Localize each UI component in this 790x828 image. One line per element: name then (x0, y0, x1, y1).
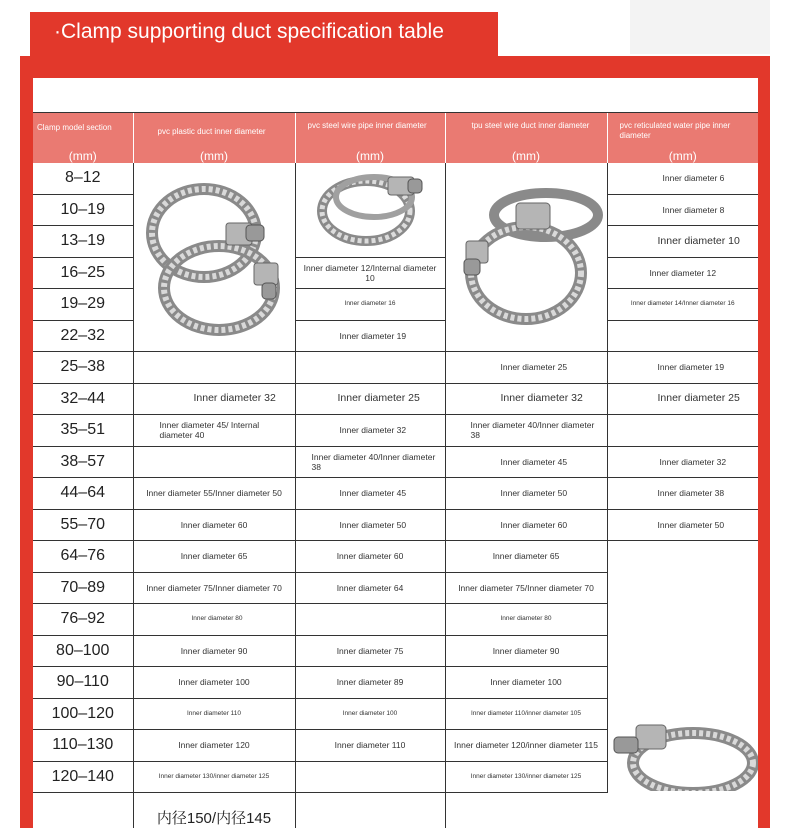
cell-col1 (133, 761, 295, 793)
range-cell: 80–100 (33, 635, 133, 667)
cell-col2 (295, 509, 445, 541)
cell-text: Inner diameter 32 (659, 456, 727, 467)
cell-text: Inner diameter 60 (500, 519, 568, 530)
table-row (33, 509, 758, 541)
cell-col3 (445, 352, 607, 384)
hose-clamp-image (446, 163, 608, 343)
cell-text: Inner diameter 12/Internal diameter 10 (303, 262, 437, 283)
range-cell: 32–44 (33, 383, 133, 415)
cell-text: Inner diameter 130/inner diameter 125 (470, 772, 582, 780)
cell-text: Inner diameter 50 (657, 519, 725, 530)
table-row (33, 415, 758, 447)
cell-col3 (445, 541, 607, 573)
cell-text: Inner diameter 40/Inner diameter 38 (470, 420, 595, 441)
range-cell: 76–92 (33, 604, 133, 636)
header-cell-pvc-plastic (133, 113, 295, 164)
cell-text: Inner diameter 90 (180, 645, 248, 656)
cell-col2 (295, 478, 445, 510)
cell-col2 (295, 793, 445, 828)
header-unit: (mm) (512, 149, 540, 163)
cell-text: Inner diameter 45 (500, 456, 568, 467)
range-cell: 70–89 (33, 572, 133, 604)
clamp-image-cell (133, 163, 295, 352)
cell-col3 (445, 793, 607, 828)
table-row (33, 352, 758, 384)
cell-col3 (445, 604, 607, 636)
header-cell-pvc-reticulated (607, 113, 758, 164)
cell-col4 (607, 163, 758, 194)
cell-col1 (133, 667, 295, 699)
table-row (33, 793, 758, 828)
cell-col1 (133, 509, 295, 541)
clamp-image-cell (607, 541, 758, 793)
cell-col2 (295, 352, 445, 384)
cell-text: Inner diameter 80 (191, 615, 243, 623)
cell-col4 (607, 383, 758, 415)
header-label: Clamp model section (37, 123, 112, 132)
cell-text: Inner diameter 40/Inner diameter 38 (311, 451, 436, 472)
range-cell: 120–140 (33, 761, 133, 793)
cell-col4 (607, 289, 758, 321)
cell-col2 (295, 761, 445, 793)
table-row (33, 163, 758, 194)
range-cell: 19–29 (33, 289, 133, 321)
range-cell: 110–130 (33, 730, 133, 762)
cell-text: Inner diameter 25 (500, 362, 568, 373)
cell-col2 (295, 446, 445, 478)
range-cell: 35–51 (33, 415, 133, 447)
cell-col2 (295, 320, 445, 352)
cell-col2 (295, 257, 445, 289)
cell-col1 (133, 541, 295, 573)
hose-clamp-image (296, 163, 446, 253)
spec-table-wrap (33, 112, 758, 828)
cell-text: Inner diameter 8 (662, 204, 725, 215)
cell-text: Inner diameter 100 (342, 709, 398, 717)
cell-text: Inner diameter 38 (657, 488, 725, 499)
cell-text: Inner diameter 60 (180, 519, 248, 530)
cell-col3 (445, 730, 607, 762)
table-row (33, 446, 758, 478)
cell-text: Inner diameter 19 (339, 330, 407, 341)
page-title: ·Clamp supporting duct specification table (54, 20, 444, 43)
table-row (33, 383, 758, 415)
cell-text: Inner diameter 75/Inner diameter 70 (146, 582, 282, 593)
cell-col2 (295, 572, 445, 604)
range-cell: 55–70 (33, 509, 133, 541)
cell-col4 (607, 194, 758, 226)
header-unit: (mm) (356, 149, 384, 163)
cell-text: Inner diameter 120/inner diameter 115 (454, 740, 598, 751)
range-cell: 38–57 (33, 446, 133, 478)
spec-table (33, 112, 758, 828)
cell-text: Inner diameter 32 (339, 425, 407, 436)
cell-col1 (133, 415, 295, 447)
header-unit: (mm) (200, 149, 228, 163)
cell-text: Inner diameter 14/Inner diameter 16 (630, 300, 735, 308)
cell-col4 (607, 226, 758, 258)
cell-col1 (133, 572, 295, 604)
cell-text: Inner diameter 50 (339, 519, 407, 530)
header-unit: (mm) (668, 149, 697, 163)
header-label: pvc steel wire pipe inner diameter (307, 121, 427, 130)
cell-text: Inner diameter 89 (336, 677, 404, 688)
cell-col4 (607, 320, 758, 352)
range-cell: 8–12 (33, 163, 133, 194)
cell-col3 (445, 446, 607, 478)
cell-text: Inner diameter 45 (339, 488, 407, 499)
cell-col2 (295, 698, 445, 730)
cell-text: Inner diameter 75/Inner diameter 70 (458, 582, 594, 593)
header-cell-pvc-steel (295, 113, 445, 164)
cell-col2 (295, 383, 445, 415)
cell-col3 (445, 761, 607, 793)
top-right-box (630, 0, 770, 54)
cell-text: Inner diameter 110 (334, 740, 406, 751)
table-row (33, 541, 758, 573)
header-label: pvc reticulated water pipe inner diameter (619, 121, 731, 140)
cell-col4 (607, 446, 758, 478)
cell-text: Inner diameter 6 (662, 173, 725, 184)
title-banner (30, 12, 498, 56)
hose-clamp-image (608, 541, 759, 791)
cell-text: Inner diameter 75 (336, 645, 404, 656)
cell-col2 (295, 541, 445, 573)
cell-col4 (607, 257, 758, 289)
range-cell: 64–76 (33, 541, 133, 573)
cell-col4 (607, 415, 758, 447)
cell-text: Inner diameter 32 (500, 392, 583, 404)
cell-col2 (295, 667, 445, 699)
cell-col3 (445, 572, 607, 604)
cell-text: Inner diameter 110/inner diameter 105 (470, 709, 582, 717)
cell-col3 (445, 635, 607, 667)
cell-text: Inner diameter 10 (657, 234, 740, 247)
cell-col1 (133, 793, 295, 828)
range-cell: 16–25 (33, 257, 133, 289)
cell-col2 (295, 730, 445, 762)
cell-text: Inner diameter 80 (500, 615, 552, 623)
cell-col1 (133, 352, 295, 384)
header-label: tpu steel wire duct inner diameter (471, 121, 590, 130)
range-cell: 100–120 (33, 698, 133, 730)
cell-text: Inner diameter 60 (336, 551, 404, 562)
cell-col1 (133, 604, 295, 636)
cell-text: Inner diameter 110 (186, 709, 242, 717)
cell-text: Inner diameter 50 (500, 488, 568, 499)
header-row (33, 113, 758, 164)
cell-col1 (133, 730, 295, 762)
clamp-image-cell (295, 163, 445, 257)
table-row (33, 478, 758, 510)
cell-text: Inner diameter 64 (336, 582, 404, 593)
cell-col4 (607, 478, 758, 510)
header-unit: (mm) (68, 149, 97, 163)
range-cell: 10–19 (33, 194, 133, 226)
range-cell: 44–64 (33, 478, 133, 510)
header-label: pvc plastic duct inner diameter (157, 127, 266, 136)
cell-text: Inner diameter 130/inner diameter 125 (158, 772, 270, 780)
cell-text: Inner diameter 45/ Internal diameter 40 (159, 420, 260, 441)
hose-clamp-image (134, 163, 296, 343)
range-cell: 90–110 (33, 667, 133, 699)
cell-col1 (133, 478, 295, 510)
cell-col3 (445, 478, 607, 510)
cell-col3 (445, 667, 607, 699)
cell-col1 (133, 383, 295, 415)
range-cell: 13–19 (33, 226, 133, 258)
cell-text: Inner diameter 16 (344, 300, 396, 308)
cell-col2 (295, 635, 445, 667)
cell-col3 (445, 415, 607, 447)
cell-text: Inner diameter 12 (649, 267, 717, 278)
cell-col2 (295, 415, 445, 447)
cell-text: Inner diameter 100 (178, 677, 250, 688)
range-cell: 25–38 (33, 352, 133, 384)
cell-col1 (133, 635, 295, 667)
cell-text: 内径150/内径145 (156, 810, 272, 827)
cell-text: Inner diameter 32 (193, 392, 276, 404)
cell-col1 (133, 446, 295, 478)
cell-text: Inner diameter 65 (180, 551, 248, 562)
cell-col1 (133, 698, 295, 730)
cell-text: Inner diameter 55/Inner diameter 50 (146, 488, 282, 499)
cell-text: Inner diameter 90 (492, 645, 560, 656)
cell-col2 (295, 604, 445, 636)
cell-col3 (445, 509, 607, 541)
range-cell (33, 793, 133, 828)
cell-text: Inner diameter 19 (657, 362, 725, 373)
clamp-image-cell (445, 163, 607, 352)
cell-text: Inner diameter 25 (657, 392, 740, 404)
header-cell-model (33, 113, 133, 164)
cell-col4 (607, 352, 758, 384)
cell-text: Inner diameter 25 (337, 392, 420, 404)
cell-col3 (445, 698, 607, 730)
cell-col3 (445, 383, 607, 415)
cell-col2 (295, 289, 445, 321)
cell-text: Inner diameter 100 (490, 677, 562, 688)
cell-col4 (607, 509, 758, 541)
cell-text: Inner diameter 120 (178, 740, 250, 751)
header-cell-tpu-steel (445, 113, 607, 164)
range-cell: 22–32 (33, 320, 133, 352)
cell-text: Inner diameter 65 (492, 551, 560, 562)
